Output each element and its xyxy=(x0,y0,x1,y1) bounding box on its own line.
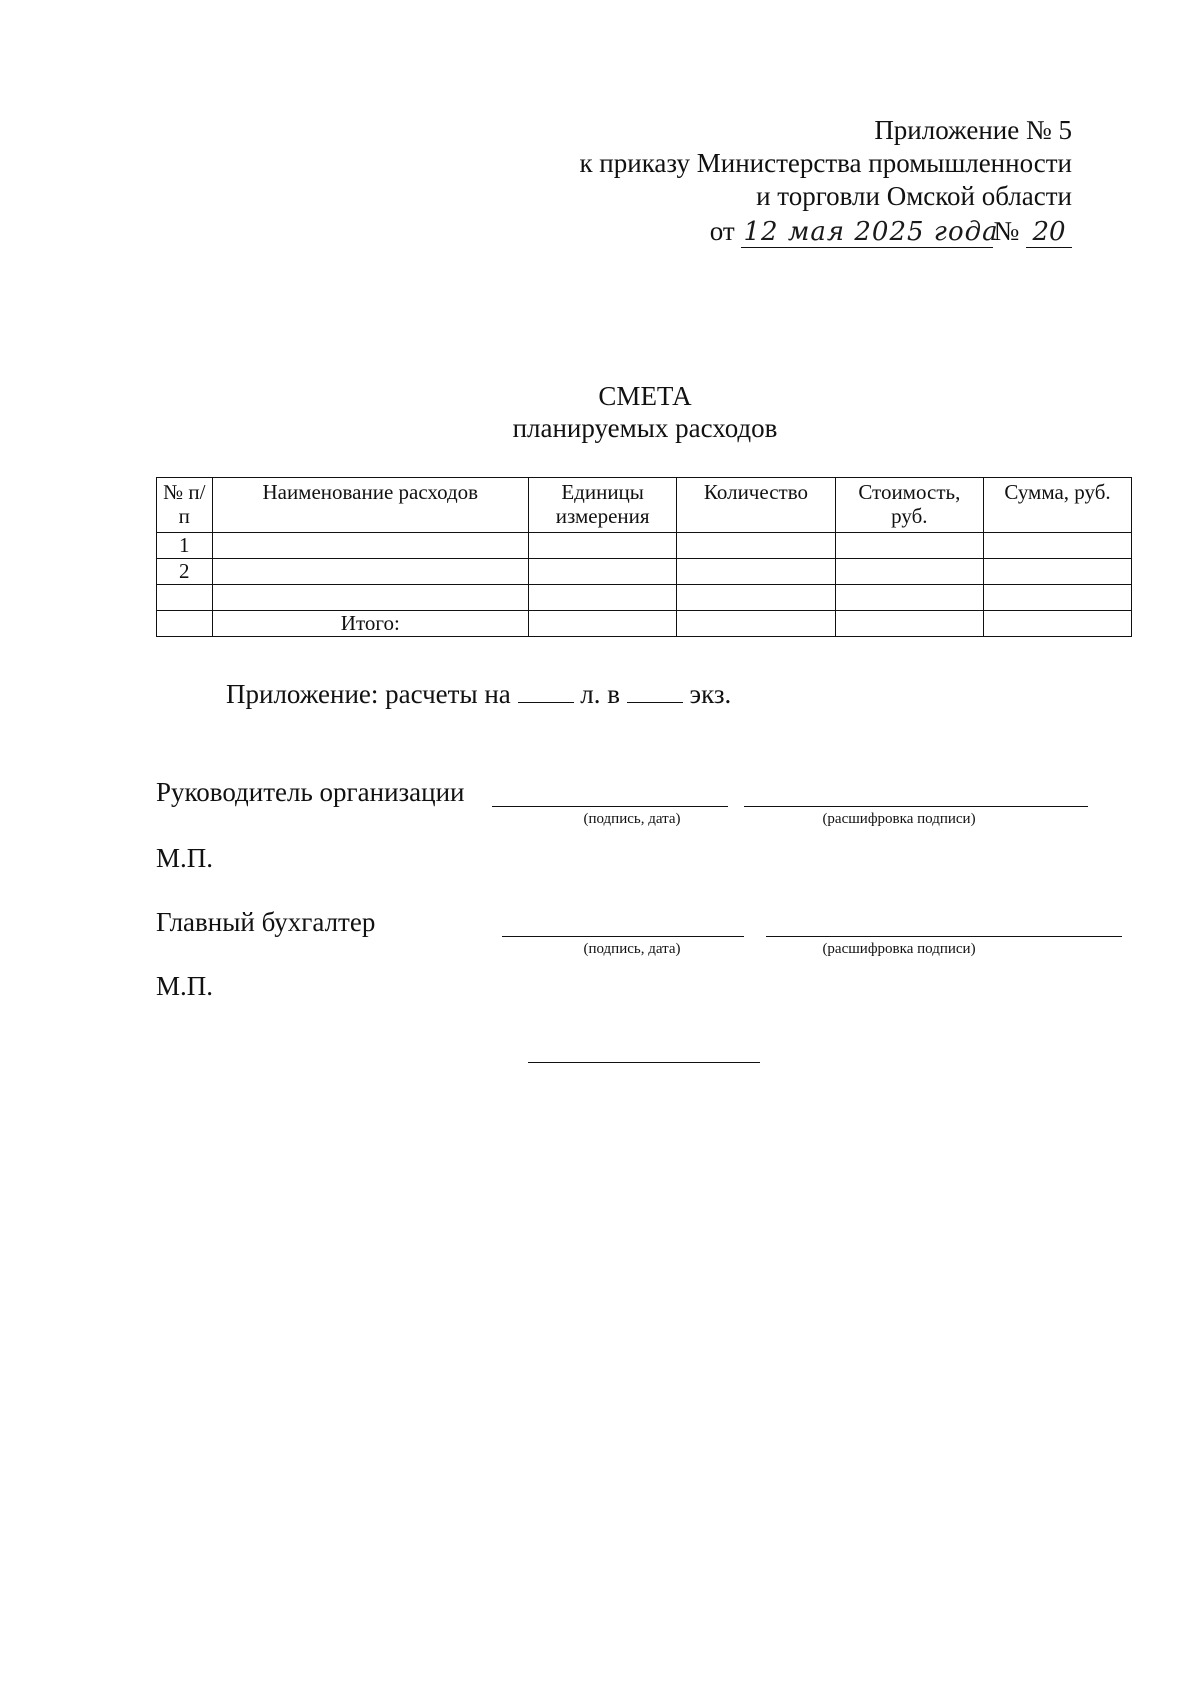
attachment-suffix: экз. xyxy=(689,679,732,709)
head-signature-label: Руководитель организации xyxy=(156,777,465,807)
table-cell xyxy=(677,533,835,559)
table-cell xyxy=(528,585,676,611)
copies-blank xyxy=(627,678,683,703)
table-cell xyxy=(835,559,983,585)
sheets-blank xyxy=(518,678,574,703)
col-header-quantity: Количество xyxy=(677,478,835,533)
table-cell xyxy=(677,559,835,585)
table-cell: 1 xyxy=(157,533,213,559)
attachment-line xyxy=(226,678,731,710)
table-cell xyxy=(212,585,528,611)
end-of-document-line xyxy=(528,1062,760,1063)
table-row xyxy=(157,559,1132,585)
number-label: № xyxy=(993,216,1020,246)
title-sub: планируемых расходов xyxy=(512,413,778,443)
appendix-number: Приложение № 5 xyxy=(874,115,1072,145)
table-cell xyxy=(528,611,676,637)
handwritten-date: 12 мая 2025 года xyxy=(743,217,999,247)
accountant-caption-decode: (расшифровка подписи) xyxy=(822,941,976,957)
table-header-row xyxy=(157,478,1132,533)
head-decode-line xyxy=(744,806,1088,807)
table-cell xyxy=(528,559,676,585)
table-cell xyxy=(835,611,983,637)
table-cell xyxy=(212,559,528,585)
table-cell xyxy=(528,533,676,559)
table-cell: 2 xyxy=(157,559,213,585)
document-header xyxy=(512,114,1072,248)
col-header-units: Единицы измерения xyxy=(528,478,676,533)
ministry-name: и торговли Омской области xyxy=(756,181,1072,211)
col-header-number: № п/п xyxy=(157,478,213,533)
order-reference: к приказу Министерства промышленности xyxy=(579,148,1072,178)
table-cell xyxy=(212,533,528,559)
table-cell xyxy=(157,611,213,637)
title-main: СМЕТА xyxy=(598,381,692,411)
order-date-line xyxy=(512,215,1072,248)
col-header-sum: Сумма, руб. xyxy=(984,478,1132,533)
table-cell xyxy=(835,533,983,559)
table-cell xyxy=(984,559,1132,585)
table-cell xyxy=(835,585,983,611)
table-cell xyxy=(157,585,213,611)
col-header-name: Наименование расходов xyxy=(212,478,528,533)
total-label: Итого: xyxy=(212,611,528,637)
attachment-prefix: Приложение: расчеты на xyxy=(226,679,511,709)
table-row xyxy=(157,585,1132,611)
accountant-signature-label: Главный бухгалтер xyxy=(156,907,376,937)
table-row xyxy=(157,533,1132,559)
table-cell xyxy=(677,611,835,637)
attachment-middle: л. в xyxy=(580,679,621,709)
table-cell xyxy=(984,585,1132,611)
head-caption-sign: (подпись, дата) xyxy=(583,811,681,827)
handwritten-number: 20 xyxy=(1026,217,1072,248)
accountant-decode-line xyxy=(766,936,1122,937)
table-cell xyxy=(677,585,835,611)
head-signature-line xyxy=(492,806,728,807)
col-header-cost: Стоимость, руб. xyxy=(835,478,983,533)
from-label: от xyxy=(709,216,735,246)
document-title xyxy=(0,380,1200,444)
head-caption-decode: (расшифровка подписи) xyxy=(822,811,976,827)
stamp-label-1: М.П. xyxy=(156,843,214,873)
expense-table xyxy=(156,477,1132,637)
table-cell xyxy=(984,533,1132,559)
table-cell xyxy=(984,611,1132,637)
accountant-signature-line xyxy=(502,936,744,937)
stamp-label-2: М.П. xyxy=(156,971,214,1001)
accountant-caption-sign: (подпись, дата) xyxy=(583,941,681,957)
table-total-row xyxy=(157,611,1132,637)
